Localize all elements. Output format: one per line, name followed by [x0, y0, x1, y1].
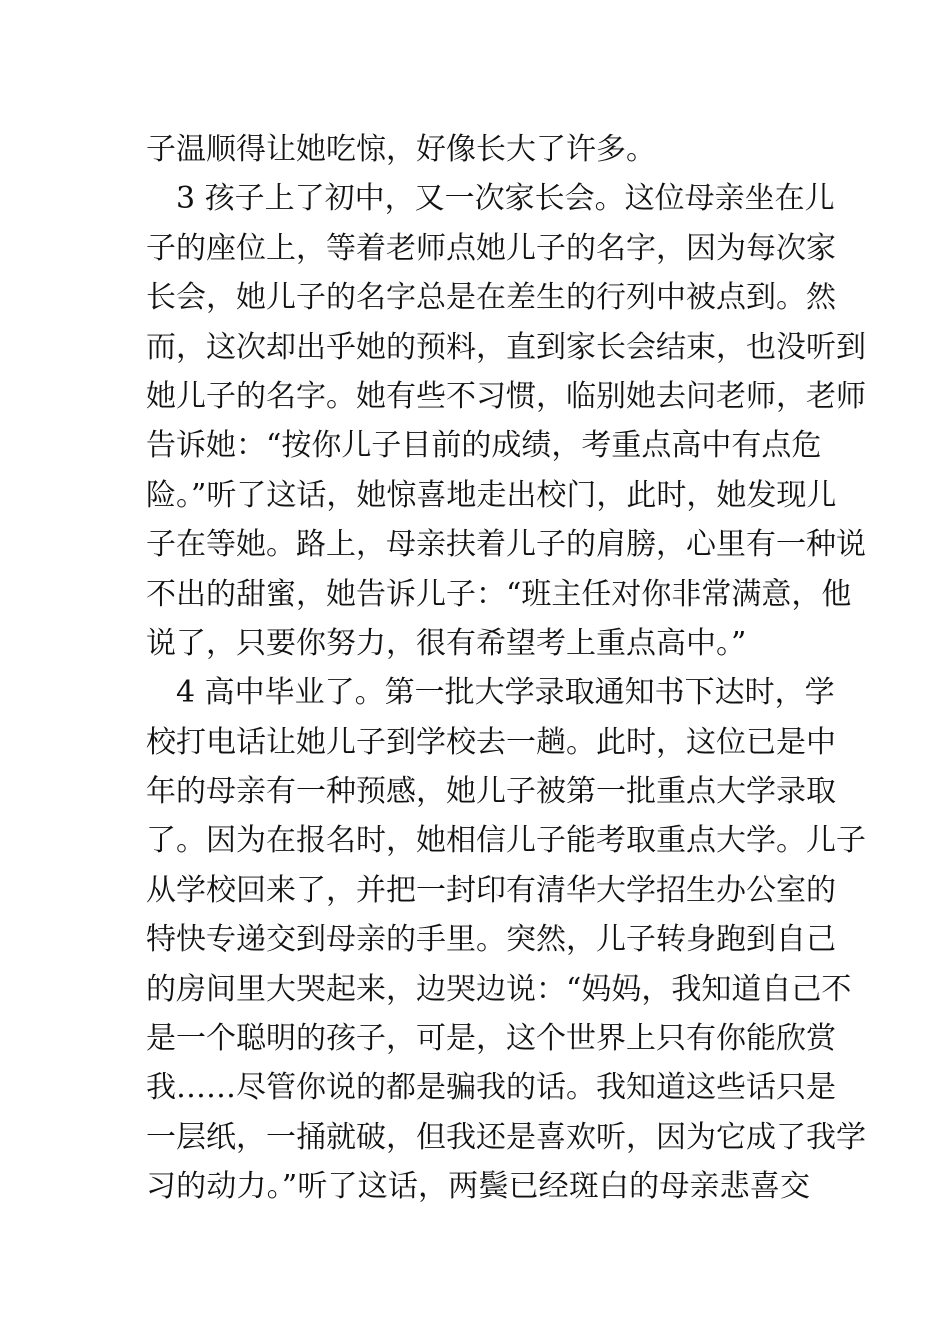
text-line: 她儿子的名字。她有些不习惯，临别她去问老师，老师: [146, 378, 866, 414]
text-line: 是一个聪明的孩子，可是，这个世界上只有你能欣赏: [146, 1021, 836, 1057]
text-line: 了。因为在报名时，她相信儿子能考取重点大学。儿子: [146, 823, 866, 859]
text-line: 险。”听了这话，她惊喜地走出校门，此时，她发现儿: [146, 477, 837, 513]
text-line: 年的母亲有一种预感，她儿子被第一批重点大学录取: [146, 774, 836, 810]
text-line: 一层纸，一捅就破，但我还是喜欢听，因为它成了我学: [146, 1119, 866, 1155]
text-line: 4 高中毕业了。第一批大学录取通知书下达时，学: [146, 675, 835, 711]
text-line: 不出的甜蜜，她告诉儿子：“班主任对你非常满意，他: [146, 576, 852, 612]
text-line: 子的座位上，等着老师点她儿子的名字，因为每次家: [146, 230, 836, 266]
text-line: 说了，只要你努力，很有希望考上重点高中。”: [146, 625, 747, 661]
body-text: [146, 125, 866, 1212]
text-line: 而，这次却出乎她的预料，直到家长会结束，也没听到: [146, 329, 866, 365]
text-line: 习的动力。”听了这话，两鬓已经斑白的母亲悲喜交: [146, 1169, 810, 1205]
text-line: 子在等她。路上，母亲扶着儿子的肩膀，心里有一种说: [146, 527, 866, 563]
text-line: 特快专递交到母亲的手里。突然，儿子转身跑到自己: [146, 922, 836, 958]
text-line: 3 孩子上了初中，又一次家长会。这位母亲坐在儿: [146, 181, 835, 217]
text-line: 的房间里大哭起来，边哭边说：“妈妈，我知道自己不: [146, 971, 852, 1007]
text-line: 长会，她儿子的名字总是在差生的行列中被点到。然: [146, 280, 836, 316]
text-line: 告诉她：“按你儿子目前的成绩，考重点高中有点危: [146, 428, 822, 464]
text-line: 我……尽管你说的都是骗我的话。我知道这些话只是: [146, 1070, 836, 1106]
text-line: 子温顺得让她吃惊，好像长大了许多。: [146, 132, 656, 167]
text-line: 校打电话让她儿子到学校去一趟。此时，这位已是中: [146, 724, 836, 760]
text-line: 从学校回来了，并把一封印有清华大学招生办公室的: [146, 872, 836, 908]
